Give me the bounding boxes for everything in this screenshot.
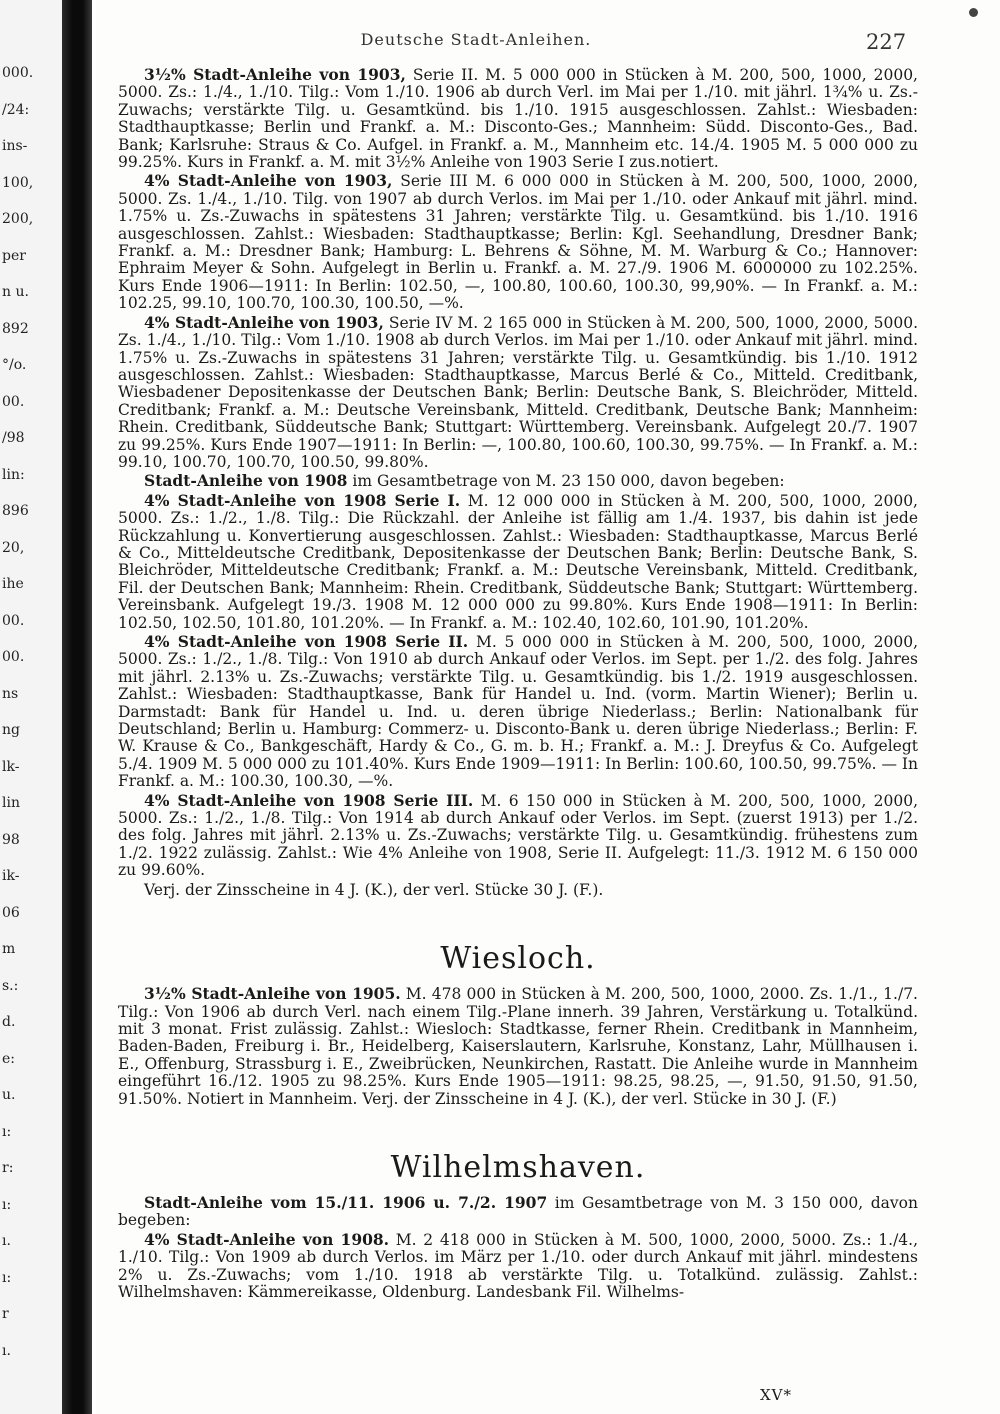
margin-fragment: 100, (2, 174, 34, 191)
margin-fragment: 892 (2, 320, 29, 337)
paragraph (118, 1194, 918, 1230)
margin-fragment: ı. (2, 1233, 11, 1249)
issue-title: 4% Stadt-Anleihe von 1908 Serie I. (144, 490, 461, 510)
margin-fragment: 000. (2, 65, 34, 81)
margin-fragment: 20, (2, 539, 25, 556)
facing-page-edge (0, 0, 62, 1414)
margin-fragment: n u. (2, 284, 29, 300)
margin-fragment: 896 (2, 503, 29, 519)
paragraph-body: Verj. der Zinsscheine in 4 J. (K.), der verl. Stücke 30 J. (F.). (144, 880, 604, 899)
margin-fragment: ik- (2, 868, 20, 884)
signature-mark: XV* (760, 1386, 793, 1404)
margin-fragment: 200, (2, 211, 34, 227)
paragraph (118, 66, 918, 171)
paragraph-body: M. 5 000 000 in Stücken à M. 200, 500, 1000, 2000, 5000. Zs.: 1./2., 1./8. Tilg.: Von 1910 ab durch Ankauf oder Verlos. im Sept. per 1./2. des folg. Jahres mit jährl. 2.13% u. Zs.-Zuwachs; verstärkte Tilg. u. Gesamtkündig. bis 1./2. 1919 ausgeschlossen. Zahlst.: Wiesbaden: Stadthauptkasse, Bank für Handel u. Ind. (vorm. Martin Wiener); Berlin u. Darmstadt: Bank für Handel u. Ind. u. deren übrige Niederlass.; Berlin: Nationalbank für Deutschland; Berlin u. Hamburg: Commerz- u. Disconto-Bank u. deren übrige Niederlass.; Berlin: F. W. Krause & Co., Bankgeschäft, Hardy & Co., G. m. b. H.; Frankf. a. M.: J. Dreyfus & Co. Aufgelegt 5./4. 1909 M. 5 000 000 zu 101.40%. Kurs Ende 1909—1911: In Berlin: 100.60, 100.50, 99.75%. — In Frankf. a. M.: 100.30, 100.30, —%. (118, 633, 919, 791)
margin-fragment: ı: (2, 1123, 12, 1140)
paragraph-body: im Gesamtbetrage von M. 3 150 000, davon begeben: (118, 1193, 918, 1230)
city-heading: Wilhelmshaven. (390, 1149, 646, 1185)
paragraph-body: Serie II. M. 5 000 000 in Stücken à M. 200, 500, 1000, 2000, 5000. Zs.: 1./4., 1./10. Tilg.: Vom 1./10. 1906 ab durch Verl. im Mai per 1./10. mit jährl. 1¾% u. Zs.-Zuwachs; verstärkte Tilg. u. Gesamtkünd. bis 1./10. 1915 ausgeschlossen. Zahlst.: Wiesbaden: Stadthauptkasse; Berlin und Frankf. a. M.: Disconto-Ges.; Mannheim: Südd. Disconto-Ges., Bad. Bank; Karlsruhe: Straus & Co. Aufgel. in Frankf. a. M., Mannheim etc. 14./4. 1905 M. 5 000 000 zu 99.25%. Kurs in Frankf. a. M. mit 3½% Anleihe von 1903 Serie I zus.notiert. (118, 66, 918, 172)
margin-fragment: per (2, 247, 26, 264)
city-heading: Wiesloch. (440, 941, 596, 977)
margin-fragment: s.: (2, 977, 19, 994)
running-head: Deutsche Stadt-Anleihen. (360, 30, 592, 49)
paragraph (118, 633, 918, 791)
paragraph (118, 985, 918, 1108)
paragraph-body: im Gesamtbetrage von M. 23 150 000, davon begeben: (347, 472, 785, 491)
margin-fragment: ns (2, 685, 19, 702)
margin-fragment: ı. (2, 1342, 11, 1359)
margin-fragment: r: (2, 1160, 14, 1176)
page-number: 227 (866, 30, 907, 54)
paragraph-body: M. 2 418 000 in Stücken à M. 500, 1000, 2000, 5000. Zs.: 1./4., 1./10. Tilg.: Von 1909 ab durch Verlos. im März per 1./10. oder durch Ankauf mit jährl. mindestens 2% u. Zs.-Zuwachs; vom 1./10. 1918 ab verstärkte Tilg. u. Totalkünd. zulässig. Zahlst.: Wilhelmshaven: Kämmereikasse, Oldenburg. Landesbank Fil. Wilhelms- (118, 1230, 919, 1301)
margin-fragment: lin (2, 795, 20, 811)
margin-fragment: 98 (2, 831, 20, 848)
margin-fragment: lin: (2, 466, 25, 483)
page-dot-mark (969, 8, 978, 17)
margin-fragment: m (2, 941, 16, 957)
paragraph (118, 172, 918, 312)
paragraph-body: M. 478 000 in Stücken à M. 200, 500, 1000, 2000. Zs. 1./1., 1./7. Tilg.: Von 1906 ab durch Verl. nach einem Tilg.-Plane innerh. 39 Jahren, Verstärkung u. Totalkünd. mit 3 monat. Frist zulässig. Zahlst.: Wiesloch: Stadtkasse, ferner Rhein. Creditbank in Mannheim, Baden-Baden, Freiburg i. Br., Heidelberg, Kaiserslautern, Karlsruhe, Konstanz, Lahr, Müllhausen i. E., Offenburg, Strassburg i. E., Zweibrücken, Neunkirchen, Rastatt. Die Anleihe wurde in Mannheim eingeführt 16./12. 1905 zu 98.25%. Kurs Ende 1905—1911: 98.25, 98.25, —, 91.50, 91.50, 91.50, 91.50%. Notiert in Mannheim. Verj. der Zinsscheine in 4 J. (K.), der verl. Stücke in 30 J. (F.) (118, 985, 918, 1108)
paragraph (118, 881, 918, 899)
paragraph (118, 492, 918, 632)
wiesloch-section (118, 941, 918, 1108)
issue-title: Stadt-Anleihe von 1908 (144, 471, 348, 491)
book-page (96, 0, 1000, 1414)
paragraph-body: M. 12 000 000 in Stücken à M. 200, 500, 1000, 2000, 5000. Zs.: 1./2., 1./8. Tilg.: Die Rückzahl. der Anleihe ist fällig am 1./4. 1937, bis dahin ist jede Rückzahlung u. Konvertierung ausgeschlossen. Zahlst.: Wiesbaden: Stadthauptkasse, Marcus Berlé & Co., Mitteldeutsche Creditbank, Depositenkasse der Deutschen Bank; Berlin: Deutsche Bank, S. Bleichröder, Mitteldeutsche Creditbank; Frankf. a. M.: Deutsche Vereinsbank, Mitteld. Creditbank, Fil. der Deutschen Bank; Mannheim: Rhein. Creditbank, Süddeutsche Bank; Stuttgart: Württemberg. Vereinsbank. Aufgelegt 19./3. 1908 M. 12 000 000 zu 99.80%. Kurs Ende 1908—1911: In Berlin: 102.50, 102.50, 101.80, 101.20%. — In Frankf. a. M.: 102.40, 102.60, 101.90, 101.20%. (118, 491, 918, 632)
margin-fragment: ihe (2, 576, 24, 592)
paragraph (118, 1231, 918, 1302)
margin-fragment: ı: (2, 1196, 12, 1213)
margin-fragment: /98 (2, 430, 25, 446)
issue-title: 4% Stadt-Anleihe von 1903, (144, 171, 393, 191)
paragraph (118, 792, 918, 880)
margin-fragment: ng (2, 722, 20, 738)
margin-fragment: /24: (2, 101, 30, 118)
margin-fragment: u. (2, 1087, 16, 1103)
text-column (118, 66, 918, 1301)
issue-title: 4% Stadt-Anleihe von 1908. (144, 1229, 390, 1249)
margin-fragment: °/o. (2, 357, 27, 373)
margin-fragment: ı: (2, 1269, 12, 1286)
issue-title: 3½% Stadt-Anleihe von 1905. (144, 984, 401, 1004)
paragraph (118, 314, 918, 472)
book-gutter (62, 0, 92, 1414)
paragraph-body: Serie IV M. 2 165 000 in Stücken à M. 200, 500, 1000, 2000, 5000. Zs. 1./4., 1./10. Tilg.: Vom 1./10. 1908 ab durch Verlos. im Mai per 1./10. oder Ankauf mit jährl. mind. 1.75% u. Zs.-Zuwachs in spätestens 31 Jahren; verstärkte Tilg. u. Gesamtkündig. bis 1./10. 1912 ausgeschlossen. Zahlst.: Wiesbaden: Stadthauptkasse, Marcus Berlé & Co., Mitteld. Creditbank, Wiesbadener Depositenkasse der Deutschen Bank; Berlin: Deutsche Bank, S. Bleichröder, Mitteld. Creditbank; Frankf. a. M.: Deutsche Vereinsbank, Mitteld. Creditbank, Deutsche Bank; Mannheim: Rhein. Creditbank, Süddeutsche Bank; Stuttgart: Württemberg. Vereinsbank. Aufgelegt 20./7. 1907 zu 99.25%. Kurs Ende 1907—1911: In Berlin: —, 100.80, 100.60, 100.30, 99.75%. — In Frankf. a. M.: 99.10, 100.70, 100.70, 100.50, 99.80%. (118, 313, 918, 471)
margin-fragment: r (2, 1306, 9, 1322)
margin-fragment: d. (2, 1014, 16, 1030)
margin-fragment: e: (2, 1050, 16, 1067)
margin-fragment: 00. (2, 393, 25, 410)
issue-title: 4% Stadt-Anleihe von 1903, (144, 312, 384, 332)
wilhelmshaven-section (118, 1150, 918, 1301)
paragraph-body: Serie III M. 6 000 000 in Stücken à M. 200, 500, 1000, 2000, 5000. Zs. 1./4., 1./10. Tilg. von 1907 ab durch Verlos. im Mai per 1./10. oder Ankauf mit jährl. mind. 1.75% u. Zs.-Zuwachs in spätestens 31 Jahren; verstärkte Tilg. u. Gesamtkünd. bis 1./10. 1916 ausgeschlossen. Zahlst.: Wiesbaden: Stadthauptkasse; Berlin: Kgl. Seehandlung, Dresdner Bank; Frankf. a. M.: Dresdner Bank; Hamburg: L. Behrens & Söhne, M. M. Warburg & Co.; Hannover: Ephraim Meyer & Sohn. Aufgelegt in Berlin u. Frankf. a. M. 27./9. 1906 M. 6000000 zu 102.25%. Kurs Ende 1906—1911: In Berlin: 102.50, —, 100.80, 100.60, 100.30, 99,90%. — In Frankf. a. M.: 102.25, 99.10, 100.70, 100.30, 100.50, —%. (118, 172, 918, 313)
paragraph (118, 472, 918, 490)
margin-fragment: 06 (2, 904, 20, 921)
issue-title: Stadt-Anleihe vom 15./11. 1906 u. 7./2. 1907 (144, 1192, 548, 1212)
issue-title: 4% Stadt-Anleihe von 1908 Serie III. (144, 790, 474, 810)
issue-title: 3½% Stadt-Anleihe von 1903, (144, 65, 406, 84)
margin-fragment: 00. (2, 649, 25, 665)
margin-fragment: ins- (2, 138, 28, 154)
margin-fragment: 00. (2, 612, 25, 629)
margin-fragment: lk- (2, 758, 20, 775)
issue-title: 4% Stadt-Anleihe von 1908 Serie II. (144, 632, 469, 651)
paragraph-body: M. 6 150 000 in Stücken à M. 200, 500, 1000, 2000, 5000. Zs.: 1./2., 1./8. Tilg.: Von 1914 ab durch Ankauf oder Verlos. im Sept. (zuerst 1913) per 1./2. des folg. Jahres mit jährl. 2.13% u. Zs.-Zuwachs; verstärkte Tilg. u. Gesamtkündig. frühestens zum 1./2. 1922 zulässig. Zahlst.: Wie 4% Anleihe von 1908, Serie II. Aufgelegt: 11./3. 1912 M. 6 150 000 zu 99.60%. (118, 791, 918, 880)
main-section (118, 66, 918, 899)
